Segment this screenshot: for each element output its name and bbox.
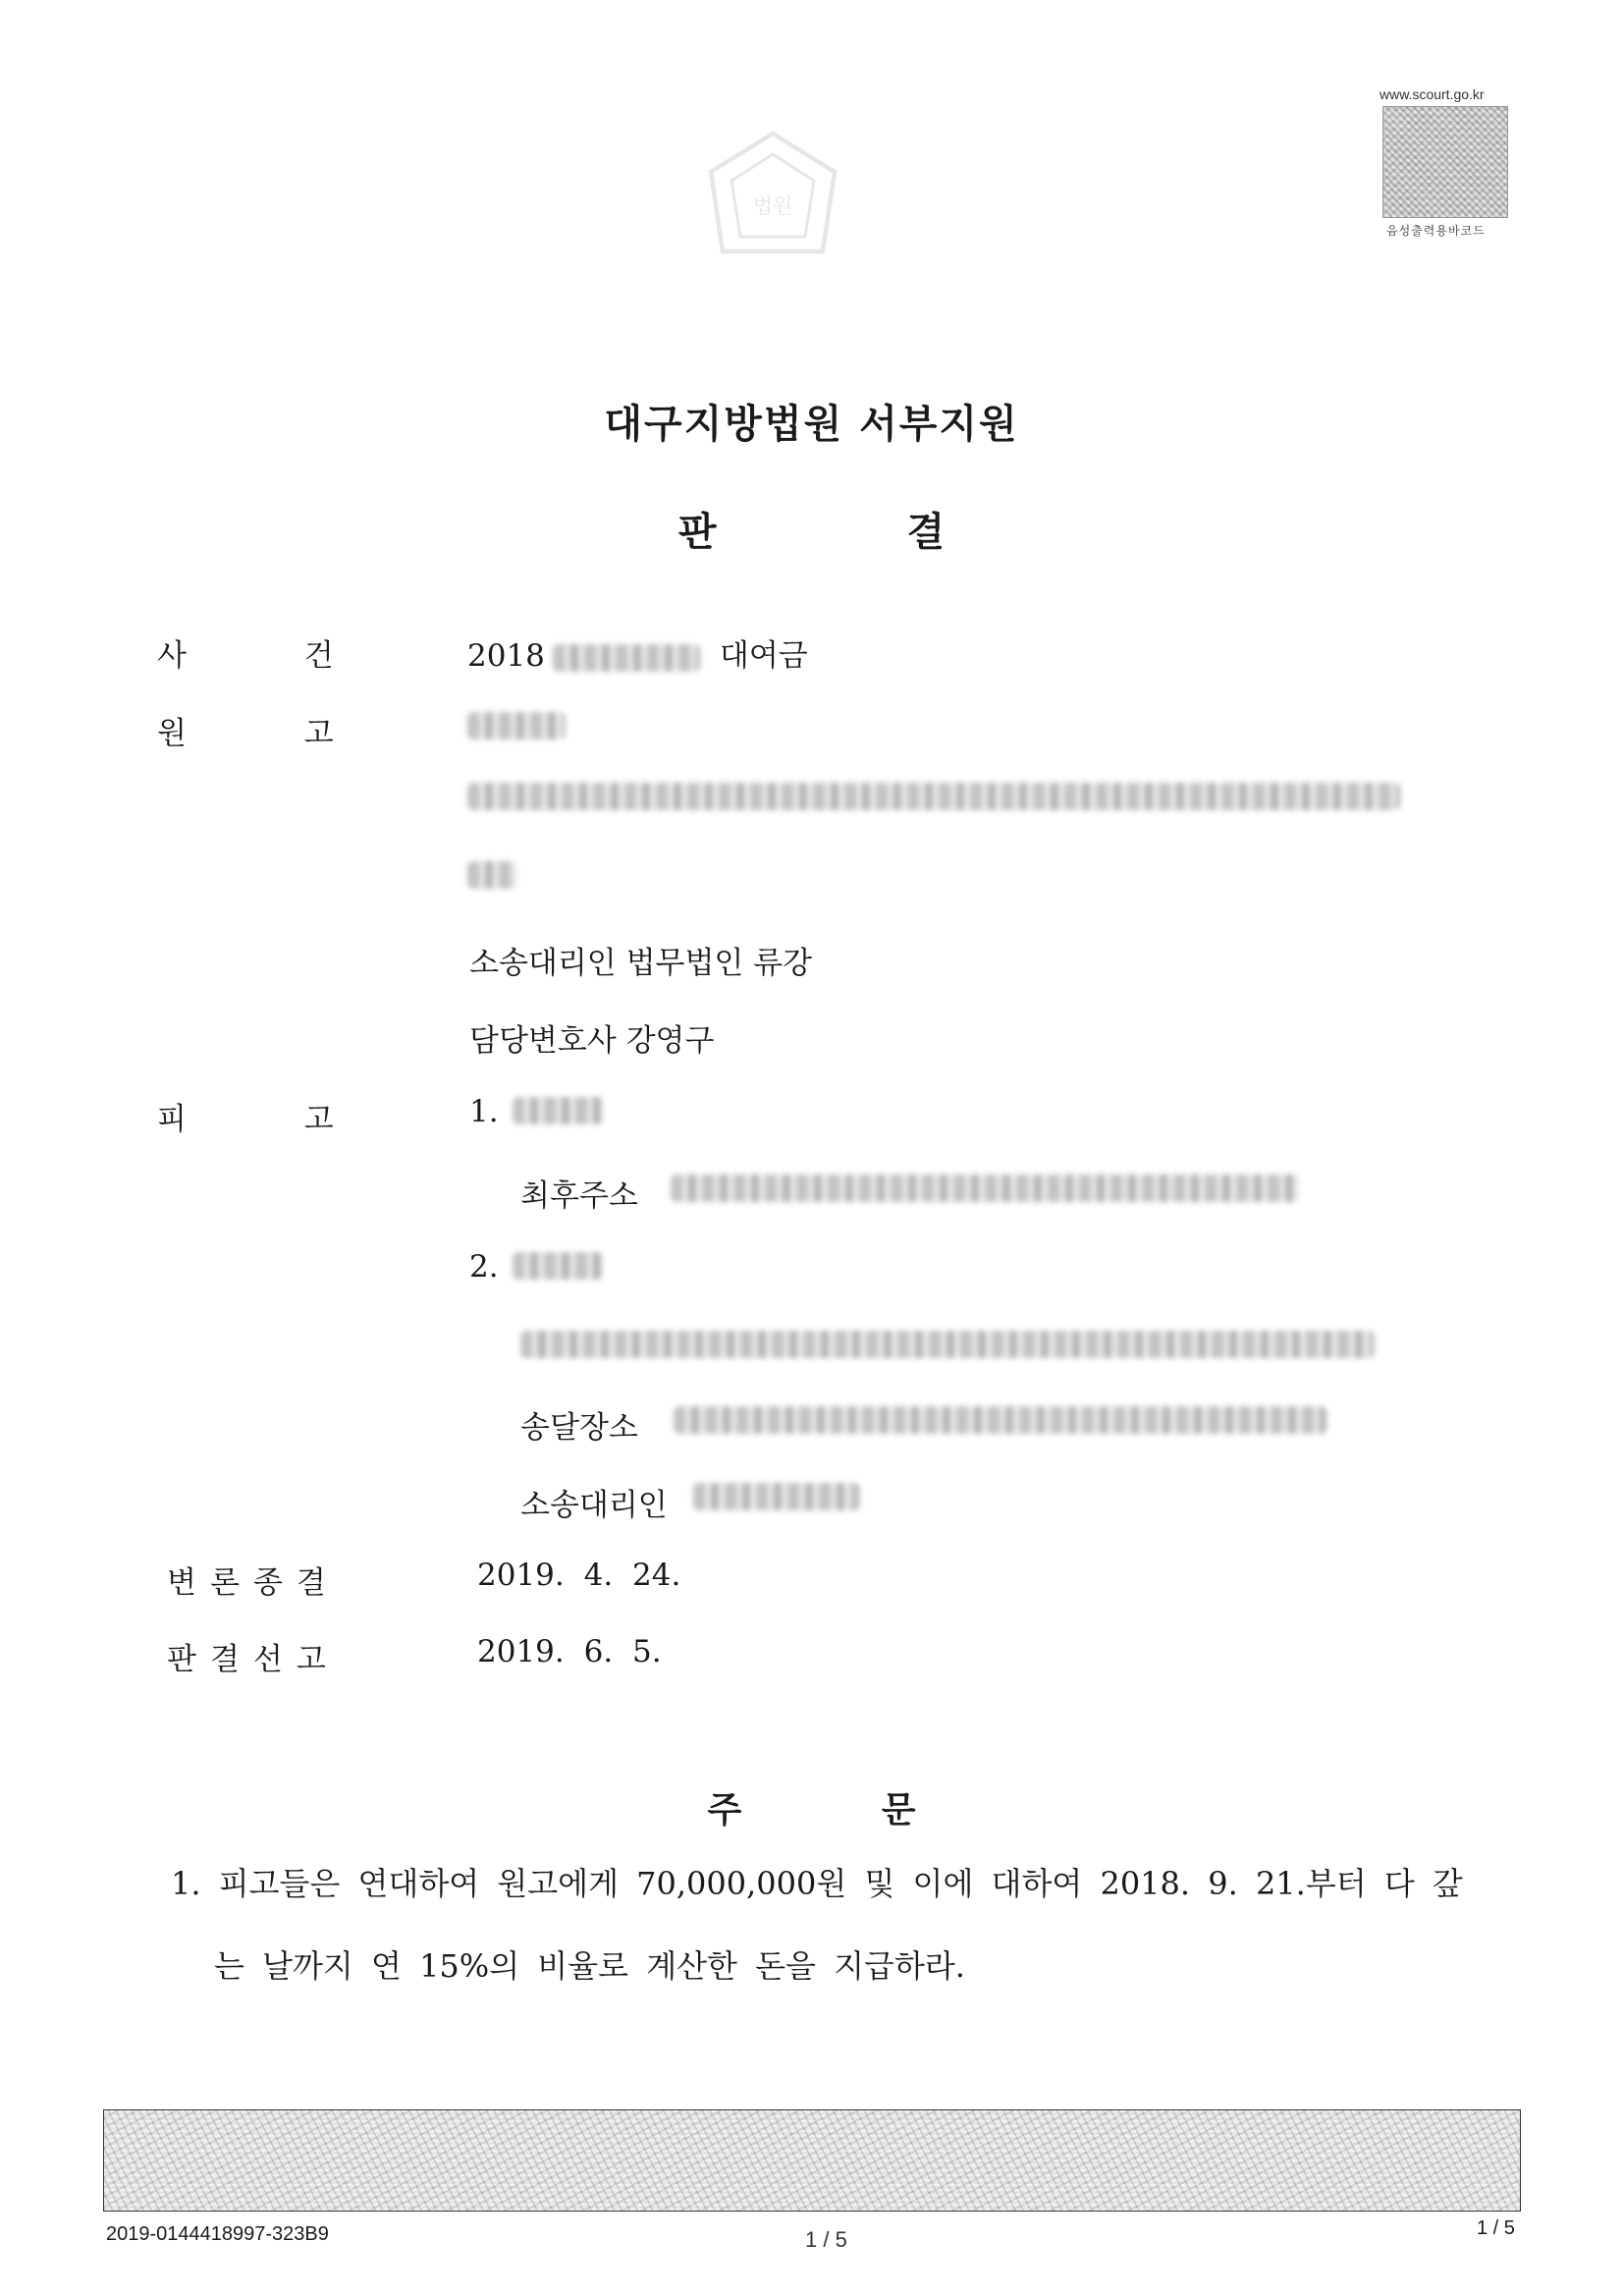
redacted-defendant-1-name <box>513 1097 603 1124</box>
plaintiff-label: 원 고 <box>157 716 334 751</box>
redacted-plaintiff-address-2 <box>467 861 516 889</box>
court-seal-icon <box>699 128 846 275</box>
case-label: 사 건 <box>157 638 334 674</box>
date-label-judgment <box>167 1634 340 1678</box>
plaintiff-lawyer: 담당변호사 강영구 <box>469 1023 715 1059</box>
order-item-1-line2: 는 날까지 연 15%의 비율로 계산한 돈을 지급하라. <box>214 1947 965 1985</box>
case-year: 2018 <box>467 638 545 674</box>
footer-doc-id: 2019-0144418997-323B9 <box>106 2223 329 2245</box>
barcode-icon <box>1382 106 1508 218</box>
date-judgment-value: 2019. 6. 5. <box>477 1634 662 1669</box>
date-label-closing-text: 변론종결 <box>167 1565 340 1601</box>
defendant-1-number: 1. <box>469 1094 499 1129</box>
defendant-2-agent-label: 소송대리인 <box>520 1488 668 1523</box>
redacted-defendant-2-name <box>513 1252 603 1280</box>
plaintiff-attorney: 소송대리인 법무법인 류강 <box>469 946 813 981</box>
order-item-1-line1: 1. 피고들은 연대하여 원고에게 70,000,000원 및 이에 대하여 2018. 9. 21.부터 다 갚 <box>171 1865 1463 1902</box>
case-name: 대여금 <box>719 638 808 674</box>
defendant-1-address-label: 최후주소 <box>520 1178 638 1214</box>
redacted-plaintiff-address <box>467 783 1400 810</box>
order-title: 주 문 <box>707 1789 916 1831</box>
barcode-label: 음성출력용바코드 <box>1386 224 1486 238</box>
date-label-closing <box>167 1558 340 1602</box>
footer-page-right: 1 / 5 <box>1477 2217 1515 2239</box>
defendant-label: 피 고 <box>157 1102 334 1137</box>
defendant-2-number: 2. <box>469 1249 499 1285</box>
redacted-defendant-2-delivery <box>674 1406 1326 1434</box>
case-line <box>467 630 808 675</box>
defendant-2-delivery-label: 송달장소 <box>520 1410 638 1446</box>
document-title: 판 결 <box>677 509 946 555</box>
site-url: www.scourt.go.kr <box>1380 86 1485 102</box>
redacted-case-number <box>553 644 700 672</box>
footer-page-center: 1 / 5 <box>805 2227 847 2252</box>
date-closing-value: 2019. 4. 24. <box>477 1558 681 1593</box>
seal-text: 법원 <box>752 194 793 218</box>
redacted-defendant-1-address <box>671 1175 1299 1202</box>
footer-security-pattern <box>103 2109 1521 2212</box>
redacted-defendant-2-agent <box>693 1483 860 1510</box>
redacted-plaintiff-name <box>467 712 566 739</box>
date-label-judgment-text: 판결선고 <box>167 1642 340 1677</box>
court-name: 대구지방법원 서부지원 <box>604 401 1019 447</box>
redacted-defendant-2-address <box>520 1331 1375 1358</box>
